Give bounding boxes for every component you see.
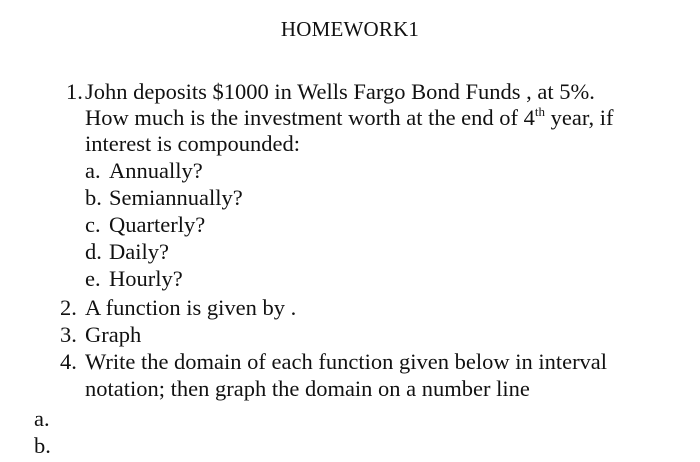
subitem-a-letter: a. (34, 406, 50, 431)
question-1-line-2-text: How much is the investment worth at the end of 4 (85, 105, 535, 130)
part-b-letter: b. (85, 185, 102, 210)
question-4-number: 4. (60, 349, 77, 374)
question-3-text: Graph (85, 322, 142, 347)
question-1-line-2-suffix: year, if (545, 105, 614, 130)
question-3-number: 3. (60, 322, 77, 347)
question-1-line-1: John deposits $1000 in Wells Fargo Bond Funds , at 5%. (85, 79, 595, 104)
part-b-text: Semiannually? (109, 185, 243, 210)
part-e-text: Hourly? (109, 266, 183, 291)
part-a-text: Annually? (109, 158, 203, 183)
part-e-letter: e. (85, 266, 101, 291)
question-4-line-1: Write the domain of each function given below in interval (85, 349, 608, 374)
question-1-number: 1. (66, 79, 83, 104)
question-2-text: A function is given by . (85, 295, 297, 320)
question-1-line-3: interest is compounded: (85, 131, 300, 156)
question-4-line-2: notation; then graph the domain on a number line (85, 376, 530, 401)
part-d-letter: d. (85, 239, 102, 264)
part-d-text: Daily? (109, 239, 169, 264)
question-1-line-2 (85, 104, 613, 131)
part-c-text: Quarterly? (109, 212, 206, 237)
part-a-letter: a. (85, 158, 101, 183)
subitem-b-letter: b. (34, 433, 51, 458)
part-c-letter: c. (85, 212, 101, 237)
question-2-number: 2. (60, 295, 77, 320)
ordinal-superscript: th (534, 104, 546, 119)
page-title: HOMEWORK1 (280, 17, 420, 41)
